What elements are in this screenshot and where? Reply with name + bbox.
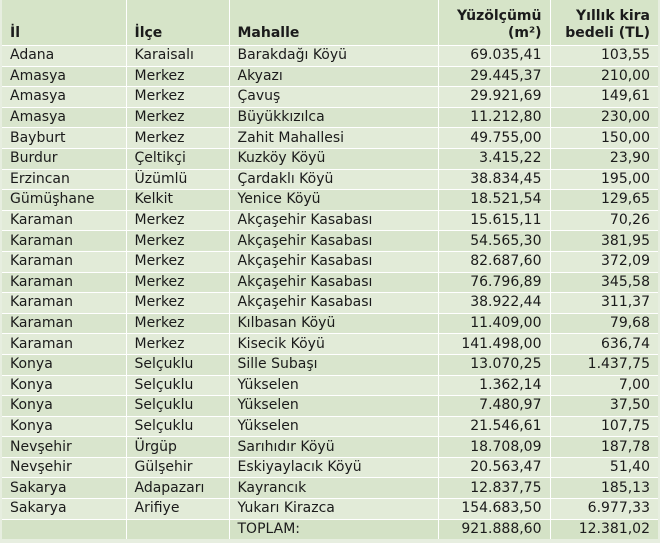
cell-rent: 345,58 (550, 272, 658, 293)
cell-rent: 187,78 (550, 437, 658, 458)
cell-rent: 381,95 (550, 231, 658, 252)
table-row (2, 210, 658, 231)
header-kira-line1: Yıllık kira (576, 8, 650, 24)
cell-mahalle: Yükselen (229, 416, 438, 437)
table-row (2, 231, 658, 252)
cell-il: Burdur (2, 148, 126, 169)
table-row (2, 375, 658, 396)
cell-ilce: Merkez (126, 313, 229, 334)
cell-mahalle: Akyazı (229, 66, 438, 87)
cell-mahalle: Yukarı Kirazca (229, 499, 438, 520)
header-yuzolcumu-line1: Yüzölçümü (457, 8, 542, 24)
cell-ilce: Merkez (126, 334, 229, 355)
table-row (2, 293, 658, 314)
table-row (2, 313, 658, 334)
cell-rent: 7,00 (550, 375, 658, 396)
cell-rent: 372,09 (550, 251, 658, 272)
lease-table (2, 0, 658, 539)
cell-area: 82.687,60 (438, 251, 550, 272)
cell-mahalle: Sarıhıdır Köyü (229, 437, 438, 458)
cell-area: 38.834,45 (438, 169, 550, 190)
table-row (2, 128, 658, 149)
cell-ilce: Merkez (126, 251, 229, 272)
table-row (2, 416, 658, 437)
cell-area: 11.212,80 (438, 107, 550, 128)
cell-il: Karaman (2, 272, 126, 293)
cell-ilce: Arifiye (126, 499, 229, 520)
cell-area: 76.796,89 (438, 272, 550, 293)
cell-ilce: Selçuklu (126, 416, 229, 437)
cell-mahalle: Çardaklı Köyü (229, 169, 438, 190)
cell-il: Karaman (2, 313, 126, 334)
cell-mahalle: Eskiyaylacık Köyü (229, 457, 438, 478)
header-ilce: İlçe (126, 0, 229, 46)
table-row (2, 107, 658, 128)
table-row (2, 437, 658, 458)
cell-il: Nevşehir (2, 457, 126, 478)
table-row (2, 334, 658, 355)
table-row (2, 87, 658, 108)
total-label: TOPLAM: (229, 519, 438, 539)
cell-il: Amasya (2, 107, 126, 128)
cell-rent: 6.977,33 (550, 499, 658, 520)
cell-rent: 103,55 (550, 46, 658, 67)
cell-il: Amasya (2, 87, 126, 108)
cell-area: 13.070,25 (438, 354, 550, 375)
cell-il: Adana (2, 46, 126, 67)
cell-area: 1.362,14 (438, 375, 550, 396)
cell-mahalle: Kuzköy Köyü (229, 148, 438, 169)
cell-area: 20.563,47 (438, 457, 550, 478)
cell-il: Amasya (2, 66, 126, 87)
cell-il: Gümüşhane (2, 190, 126, 211)
cell-mahalle: Yükselen (229, 375, 438, 396)
cell-rent: 150,00 (550, 128, 658, 149)
table-row (2, 169, 658, 190)
cell-rent: 149,61 (550, 87, 658, 108)
cell-rent: 37,50 (550, 396, 658, 417)
cell-area: 18.708,09 (438, 437, 550, 458)
header-mahalle: Mahalle (229, 0, 438, 46)
cell-area: 69.035,41 (438, 46, 550, 67)
cell-area: 38.922,44 (438, 293, 550, 314)
header-kira (550, 0, 658, 46)
cell-il: Karaman (2, 293, 126, 314)
cell-ilce: Merkez (126, 293, 229, 314)
table-row (2, 46, 658, 67)
cell-mahalle: Akçaşehir Kasabası (229, 231, 438, 252)
cell-il: Karaman (2, 231, 126, 252)
cell-ilce: Merkez (126, 272, 229, 293)
cell-ilce: Selçuklu (126, 396, 229, 417)
cell-mahalle: Sille Subaşı (229, 354, 438, 375)
cell-mahalle: Büyükkızılca (229, 107, 438, 128)
cell-il: Bayburt (2, 128, 126, 149)
cell-il: Sakarya (2, 499, 126, 520)
total-empty-il (2, 519, 126, 539)
cell-ilce: Gülşehir (126, 457, 229, 478)
cell-area: 29.921,69 (438, 87, 550, 108)
cell-mahalle: Barakdağı Köyü (229, 46, 438, 67)
cell-rent: 51,40 (550, 457, 658, 478)
cell-rent: 23,90 (550, 148, 658, 169)
cell-il: Konya (2, 354, 126, 375)
cell-il: Karaman (2, 251, 126, 272)
cell-rent: 230,00 (550, 107, 658, 128)
cell-area: 54.565,30 (438, 231, 550, 252)
table-row (2, 251, 658, 272)
cell-ilce: Çeltikçi (126, 148, 229, 169)
cell-ilce: Merkez (126, 107, 229, 128)
cell-mahalle: Akçaşehir Kasabası (229, 210, 438, 231)
cell-area: 15.615,11 (438, 210, 550, 231)
cell-ilce: Merkez (126, 231, 229, 252)
cell-rent: 195,00 (550, 169, 658, 190)
cell-mahalle: Kayrancık (229, 478, 438, 499)
table-row (2, 478, 658, 499)
cell-mahalle: Kılbasan Köyü (229, 313, 438, 334)
cell-ilce: Merkez (126, 87, 229, 108)
cell-mahalle: Akçaşehir Kasabası (229, 293, 438, 314)
cell-area: 154.683,50 (438, 499, 550, 520)
cell-ilce: Selçuklu (126, 375, 229, 396)
header-yuzolcumu-line2: (m²) (507, 25, 542, 41)
cell-mahalle: Kisecik Köyü (229, 334, 438, 355)
table-row (2, 66, 658, 87)
total-row (2, 519, 658, 539)
cell-area: 21.546,61 (438, 416, 550, 437)
header-il: İl (2, 0, 126, 46)
cell-rent: 210,00 (550, 66, 658, 87)
table-row (2, 457, 658, 478)
cell-area: 141.498,00 (438, 334, 550, 355)
total-rent: 12.381,02 (550, 519, 658, 539)
cell-mahalle: Zahit Mahallesi (229, 128, 438, 149)
cell-rent: 1.437,75 (550, 354, 658, 375)
cell-area: 29.445,37 (438, 66, 550, 87)
cell-ilce: Merkez (126, 128, 229, 149)
cell-area: 11.409,00 (438, 313, 550, 334)
cell-il: Karaman (2, 210, 126, 231)
table-row (2, 190, 658, 211)
total-area: 921.888,60 (438, 519, 550, 539)
cell-il: Konya (2, 416, 126, 437)
cell-mahalle: Çavuş (229, 87, 438, 108)
cell-rent: 79,68 (550, 313, 658, 334)
cell-area: 18.521,54 (438, 190, 550, 211)
cell-ilce: Merkez (126, 66, 229, 87)
cell-il: Nevşehir (2, 437, 126, 458)
table-body (2, 46, 658, 540)
table-row (2, 354, 658, 375)
cell-rent: 311,37 (550, 293, 658, 314)
cell-il: Konya (2, 396, 126, 417)
cell-rent: 70,26 (550, 210, 658, 231)
header-kira-line2: bedeli (TL) (565, 25, 650, 41)
table-header (2, 0, 658, 46)
cell-ilce: Adapazarı (126, 478, 229, 499)
table-row (2, 272, 658, 293)
cell-ilce: Kelkit (126, 190, 229, 211)
cell-mahalle: Yenice Köyü (229, 190, 438, 211)
cell-ilce: Üzümlü (126, 169, 229, 190)
cell-rent: 185,13 (550, 478, 658, 499)
total-empty-ilce (126, 519, 229, 539)
cell-ilce: Merkez (126, 210, 229, 231)
cell-area: 3.415,22 (438, 148, 550, 169)
header-row (2, 0, 658, 46)
table-row (2, 396, 658, 417)
table-row (2, 499, 658, 520)
cell-ilce: Karaisalı (126, 46, 229, 67)
cell-area: 12.837,75 (438, 478, 550, 499)
cell-area: 7.480,97 (438, 396, 550, 417)
cell-rent: 636,74 (550, 334, 658, 355)
header-yuzolcumu (438, 0, 550, 46)
cell-ilce: Ürgüp (126, 437, 229, 458)
cell-il: Erzincan (2, 169, 126, 190)
cell-mahalle: Akçaşehir Kasabası (229, 251, 438, 272)
cell-il: Karaman (2, 334, 126, 355)
cell-mahalle: Yükselen (229, 396, 438, 417)
cell-area: 49.755,00 (438, 128, 550, 149)
cell-ilce: Selçuklu (126, 354, 229, 375)
cell-il: Konya (2, 375, 126, 396)
cell-rent: 107,75 (550, 416, 658, 437)
cell-mahalle: Akçaşehir Kasabası (229, 272, 438, 293)
cell-rent: 129,65 (550, 190, 658, 211)
table-row (2, 148, 658, 169)
cell-il: Sakarya (2, 478, 126, 499)
